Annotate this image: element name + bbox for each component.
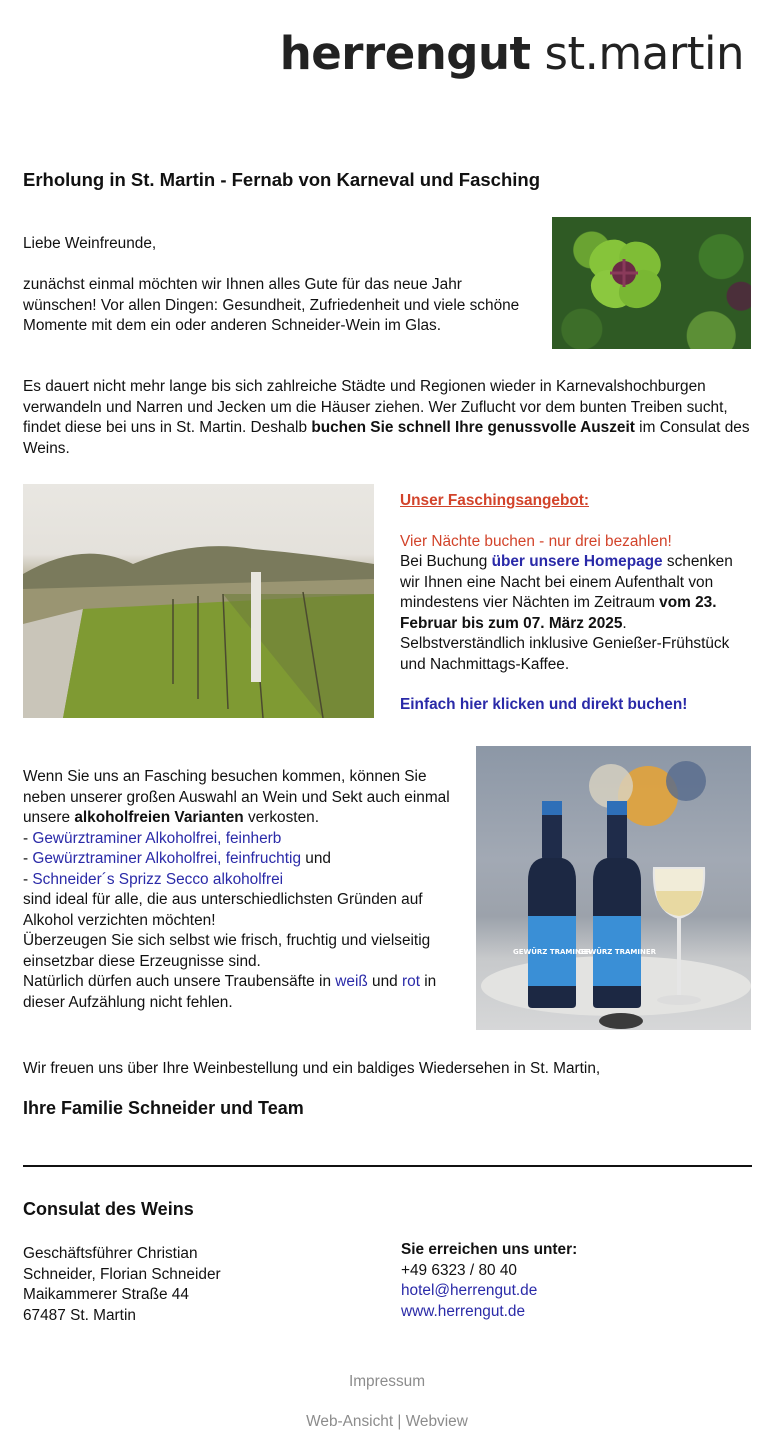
footer-divider [23, 1165, 752, 1167]
signature: Ihre Familie Schneider und Team [23, 1098, 304, 1118]
vineyard-scene-icon [23, 484, 374, 718]
logo-bold: herrengut [279, 27, 531, 80]
clover-leaf-icon [552, 217, 751, 349]
bottle-label-1: GEWÜRZ TRAMINER [512, 948, 592, 956]
impressum-link[interactable]: Impressum [348, 1373, 426, 1390]
book-now-link[interactable]: Einfach hier klicken und direkt buchen! [400, 696, 688, 713]
wine-link-sprizz[interactable]: Schneider´s Sprizz Secco alkoholfrei [32, 870, 284, 888]
page-title: Erholung in St. Martin - Fernab von Karneval und Fasching [23, 169, 541, 190]
footer-heading: Consulat des Weins [23, 1199, 194, 1219]
vineyard-image [23, 484, 374, 718]
bottle-label-2: GEWÜRZ TRAMINER [577, 948, 657, 956]
webview-link-en[interactable]: Webview [405, 1413, 468, 1430]
clover-image [552, 217, 751, 349]
offer-block: Unser Faschingsangebot: Vier Nächte buchen - nur drei bezahlen! Bei Buchung über unsere Homepage schenken wir Ihnen eine Nacht bei einem Aufenthalt von mindestens vier Nächten im Zeitraum vom 23. Februar bis zum 07. März 2025. Selbstverständlich inklusive Genießer-Frühstück und Nachmittags-Kaffee. Einfach hier klicken und direkt buchen! [400, 491, 755, 716]
juice-link-red[interactable]: rot [402, 973, 420, 990]
footer-contact [401, 1240, 731, 1322]
bottles-image [476, 746, 751, 1030]
footer-address: Geschäftsführer Christian Schneider, Florian Schneider Maikammerer Straße 44 67487 St. Martin [23, 1245, 221, 1324]
closing-text: Wir freuen uns über Ihre Weinbestellung und ein baldiges Wiedersehen in St. Martin, [23, 1060, 601, 1077]
booking-highlight: buchen Sie schnell Ihre genussvolle Auszeit [311, 419, 635, 436]
juice-link-white[interactable]: weiß [335, 973, 368, 990]
homepage-link[interactable]: über unsere Homepage [491, 553, 663, 570]
contact-heading: Sie erreichen uns unter: [401, 1241, 578, 1258]
brand-logo [280, 28, 744, 80]
wine-paragraph: Wenn Sie uns an Fasching besuchen kommen, können Sie neben unserer großen Auswahl an Wein und Sekt auch einmal unsere alkoholfreien Varianten verkosten. - Gewürztraminer Alkoholfrei, feinherb - Gewürztraminer Alkoholfrei, feinfruchtig und - Schneider´s Sprizz Secco alkoholfrei sind ideal für alle, die aus unterschiedlichsten Gründen auf Alkohol verzichten möchten! Überzeugen Sie sich selbst wie frisch, fruchtig und vielseitig einsetzbar diese Erzeugnisse sind. Natürlich dürfen auch unsere Traubensäfte in weiß und rot in dieser Aufzählung nicht fehlen. [23, 768, 450, 1011]
offer-heading-link[interactable]: Unser Faschingsangebot: [400, 492, 589, 509]
webview-row: Web-Ansicht | Webview [306, 1413, 468, 1430]
offer-dates: vom 23. Februar bis zum 07. März 2025 [400, 594, 717, 632]
impressum-row [0, 1372, 774, 1393]
intro-text: zunächst einmal möchten wir Ihnen alles Gute für das neue Jahr wünschen! Vor allen Dingen: Gesundheit, Zufriedenheit und viele schöne Momente mit dem ein oder anderen Schneider-Wein im Glas. [23, 276, 520, 334]
contact-phone: +49 6323 / 80 40 [401, 1261, 517, 1279]
contact-web-link[interactable]: www.herrengut.de [401, 1302, 526, 1320]
offer-text: Bei Buchung über unsere Homepage schenken wir Ihnen eine Nacht bei einem Aufenthalt von mindestens vier Nächten im Zeitraum vom 23. Februar bis zum 07. März 2025. Selbstverständlich inklusive Genießer-Frühstück und Nachmittags-Kaffee. [400, 553, 733, 673]
wine-link-feinfruchtig[interactable]: Gewürztraminer Alkoholfrei, feinfruchtig [32, 850, 301, 867]
wine-link-feinherb[interactable]: Gewürztraminer Alkoholfrei, feinherb [32, 829, 282, 847]
logo-light: st.martin [544, 27, 744, 80]
season-paragraph: Es dauert nicht mehr lange bis sich zahlreiche Städte und Regionen wieder in Karnevalshochburgen verwandeln und Narren und Jecken um die Häuser ziehen. Wer Zuflucht vor dem bunten Treiben sucht, findet diese bei uns in St. Martin. Deshalb buchen Sie schnell Ihre genussvolle Auszeit im Consulat des Weins. [23, 378, 750, 457]
non-alcoholic-highlight: alkoholfreien Varianten [74, 809, 244, 826]
webview-link-de[interactable]: Web-Ansicht [306, 1413, 394, 1430]
offer-subheading: Vier Nächte buchen - nur drei bezahlen [400, 532, 668, 550]
intro-greeting: Liebe Weinfreunde, [23, 235, 157, 252]
contact-email-link[interactable]: hotel@herrengut.de [401, 1282, 538, 1299]
wine-bottles-icon [476, 746, 751, 1030]
